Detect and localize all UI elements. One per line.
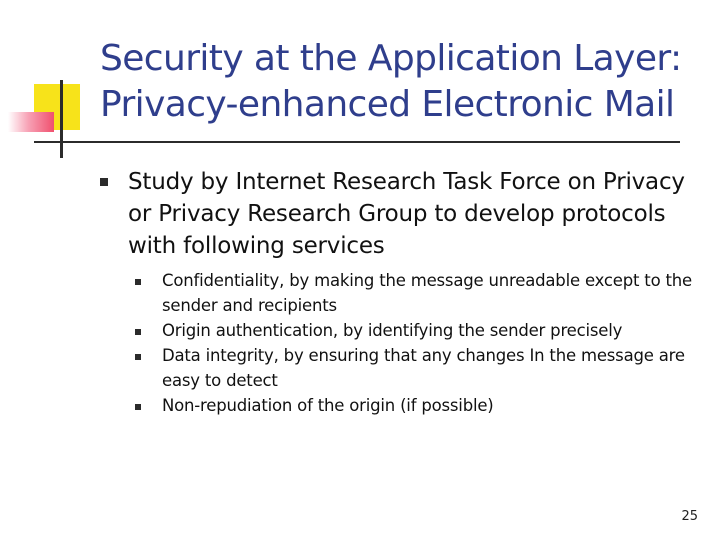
title-underline (34, 141, 680, 143)
page-number: 25 (681, 509, 698, 524)
sub-bullet-list (135, 268, 705, 418)
sub-bullet-text: Confidentiality, by making the message unreadable except to the sender and recipients (162, 271, 692, 315)
square-bullet-icon (135, 279, 141, 285)
square-bullet-icon (135, 329, 141, 335)
decorative-red-bar (8, 112, 54, 132)
main-bullet-text: Study by Internet Research Task Force on Privacy or Privacy Research Group to develop protocols with following services (128, 169, 685, 259)
sub-bullet-text: Data integrity, by ensuring that any changes In the message are easy to detect (162, 346, 685, 390)
square-bullet-icon (100, 178, 108, 186)
slide-title (100, 36, 700, 128)
sub-bullet-text: Non-repudiation of the origin (if possible) (162, 396, 494, 415)
square-bullet-icon (135, 404, 141, 410)
sub-bullet-item (135, 268, 705, 318)
sub-bullet-item (135, 393, 705, 418)
square-bullet-icon (135, 354, 141, 360)
sub-bullet-text: Origin authentication, by identifying the sender precisely (162, 321, 623, 340)
slide-title-line-1: Security at the Application Layer: (100, 38, 682, 79)
sub-bullet-item (135, 343, 705, 393)
decorative-vertical-line (60, 80, 63, 158)
slide-title-line-2: Privacy-enhanced Electronic Mail (100, 84, 675, 125)
sub-bullet-item (135, 318, 705, 343)
